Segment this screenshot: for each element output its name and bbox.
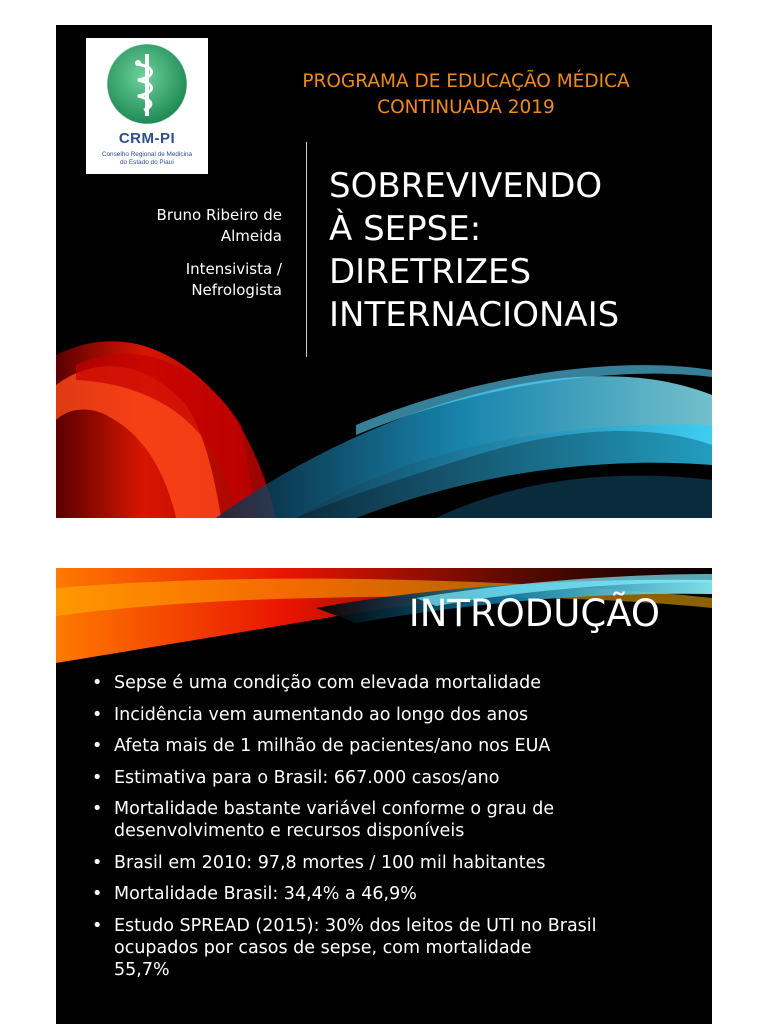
crm-pi-logo	[86, 38, 208, 174]
program-heading-line2: CONTINUADA 2019	[377, 97, 555, 118]
list-item	[92, 767, 692, 789]
bullet-icon: •	[92, 915, 103, 936]
author-name	[72, 205, 282, 247]
list-item-text: Mortalidade bastante variável conforme o grau de	[114, 799, 555, 819]
author-role-line1: Intensivista /	[185, 260, 282, 278]
author-name-line1: Bruno Ribeiro de	[156, 206, 282, 224]
list-item	[92, 735, 692, 757]
list-item	[92, 704, 692, 726]
title-line: SOBREVIVENDO	[329, 166, 603, 206]
author-block	[72, 205, 282, 313]
list-item-text: Estimativa para o Brasil: 667.000 casos/ano	[114, 767, 500, 788]
list-item-text: Estudo SPREAD (2015): 30% dos leitos de UTI no Brasil	[114, 915, 597, 936]
list-item	[92, 883, 692, 905]
logo-subtitle-line2: do Estado do Piauí	[119, 159, 174, 166]
list-item-text: Afeta mais de 1 milhão de pacientes/ano nos EUA	[114, 736, 551, 756]
list-item	[92, 672, 692, 694]
list-item-text: Incidência vem aumentando ao longo dos anos	[114, 704, 529, 725]
bullet-icon: •	[92, 704, 103, 725]
introduction-slide	[56, 568, 712, 1024]
author-role	[72, 259, 282, 301]
bullet-icon: •	[92, 799, 103, 819]
title-line: INTERNACIONAIS	[329, 295, 620, 335]
list-item-text: 55,7%	[114, 959, 170, 980]
slide-title	[329, 165, 709, 337]
bullet-icon: •	[92, 884, 103, 904]
logo-name: CRM-PI	[118, 130, 176, 147]
program-heading-line1: PROGRAMA DE EDUCAÇÃO MÉDICA	[302, 71, 630, 92]
author-name-line2: Almeida	[220, 227, 282, 245]
list-item	[92, 852, 692, 874]
slide-title: INTRODUÇÃO	[408, 592, 660, 635]
list-item-text: Brasil em 2010: 97,8 mortes / 100 mil habitantes	[114, 852, 546, 873]
bullet-icon: •	[92, 852, 103, 873]
bullet-icon: •	[92, 673, 103, 693]
list-item	[92, 915, 692, 981]
title-line: À SEPSE:	[329, 209, 482, 249]
logo-subtitle-line1: Conselho Regional de Medicina	[101, 151, 193, 158]
list-item	[92, 798, 692, 842]
bullet-list	[92, 672, 692, 990]
program-heading	[236, 69, 696, 121]
author-role-line2: Nefrologista	[191, 281, 282, 299]
bullet-icon: •	[92, 767, 103, 788]
title-line: DIRETRIZES	[329, 252, 532, 292]
bullet-icon: •	[92, 736, 103, 756]
list-item-text: Mortalidade Brasil: 34,4% a 46,9%	[114, 884, 417, 904]
title-slide	[56, 25, 712, 518]
list-item-text: desenvolvimento e recursos disponíveis	[114, 821, 465, 841]
list-item-text: Sepse é uma condição com elevada mortalidade	[114, 673, 541, 693]
vertical-divider	[306, 142, 307, 357]
list-item-text: ocupados por casos de sepse, com mortalidade	[114, 937, 532, 958]
